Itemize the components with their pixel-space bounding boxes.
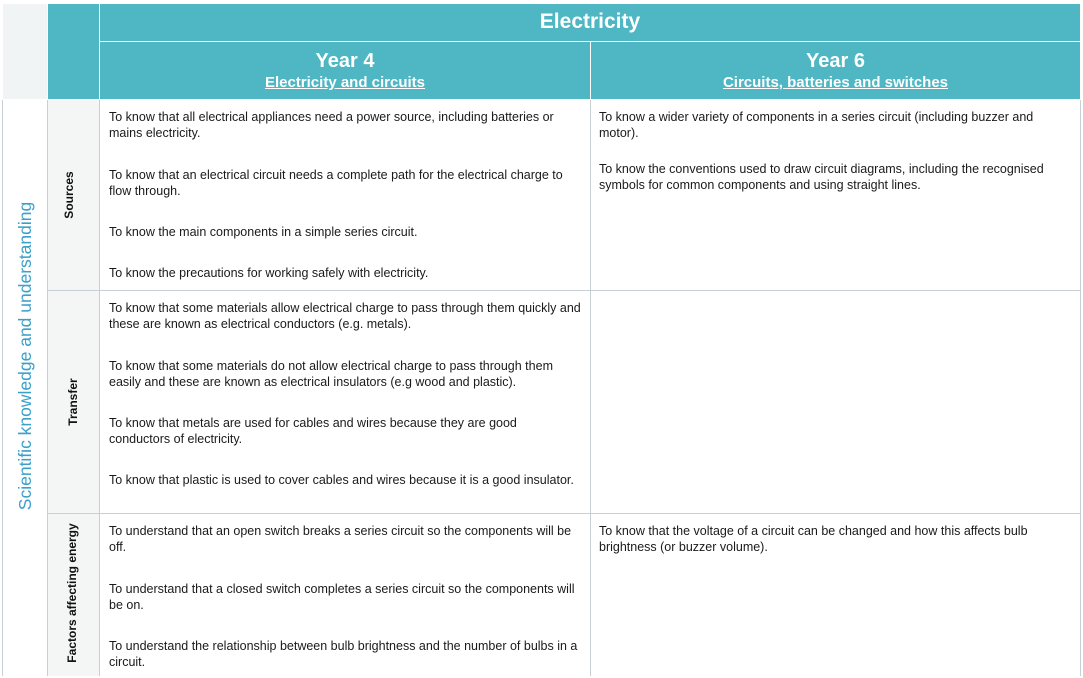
row-label-sources: Sources: [62, 171, 76, 219]
sources-year6-item: To know the conventions used to draw circuit diagrams, including the recognised symbols for common components and using straight lines.: [599, 162, 1044, 192]
corner-cell: [3, 4, 47, 99]
factors-year4-item: To understand that a closed switch completes a series circuit so the components will be on.: [109, 582, 575, 612]
year6-topic-link[interactable]: Circuits, batteries and switches: [722, 74, 949, 91]
factors-year4-item: To understand the relationship between bulb brightness and the number of bulbs in a circuit.: [109, 639, 578, 669]
column-header-year4: [100, 49, 590, 97]
transfer-year4-item: To know that metals are used for cables and wires because they are good conductors of electricity.: [109, 416, 517, 446]
sources-year4-item: To know the precautions for working safely with electricity.: [109, 266, 429, 280]
sources-year4-item: To know that an electrical circuit needs a complete path for the electrical charge to flow through.: [109, 168, 563, 198]
factors-year6-item: To know that the voltage of a circuit can be changed and how this affects bulb brightness (or buzzer volume).: [599, 524, 1028, 554]
factors-year4-item: To understand that an open switch breaks a series circuit so the components will be off.: [109, 524, 572, 554]
row-label-factors-affecting-energy: Factors affecting energy: [65, 523, 79, 663]
table-title: Electricity: [539, 10, 641, 33]
column-header-year6: [591, 49, 1080, 97]
year4-topic-link[interactable]: Electricity and circuits: [264, 74, 426, 91]
sources-year4-item: To know that all electrical appliances need a power source, including batteries or mains electricity.: [109, 110, 554, 140]
year6-label: Year 6: [806, 50, 865, 72]
side-label: Scientific knowledge and understanding: [15, 201, 35, 511]
sources-year4-item: To know the main components in a simple series circuit.: [109, 225, 418, 239]
transfer-year4-item: To know that plastic is used to cover cables and wires because it is a good insulator.: [109, 473, 574, 487]
transfer-year4-item: To know that some materials allow electrical charge to pass through them quickly and these are known as electrical conductors (e.g. metals).: [109, 301, 581, 331]
transfer-year4-item: To know that some materials do not allow electrical charge to pass through them easily and these are known as electrical insulators (e.g wood and plastic).: [109, 359, 553, 389]
row-label-transfer: Transfer: [66, 378, 80, 426]
sources-year6-item: To know a wider variety of components in a series circuit (including buzzer and motor).: [599, 110, 1034, 140]
year4-label: Year 4: [315, 50, 375, 72]
